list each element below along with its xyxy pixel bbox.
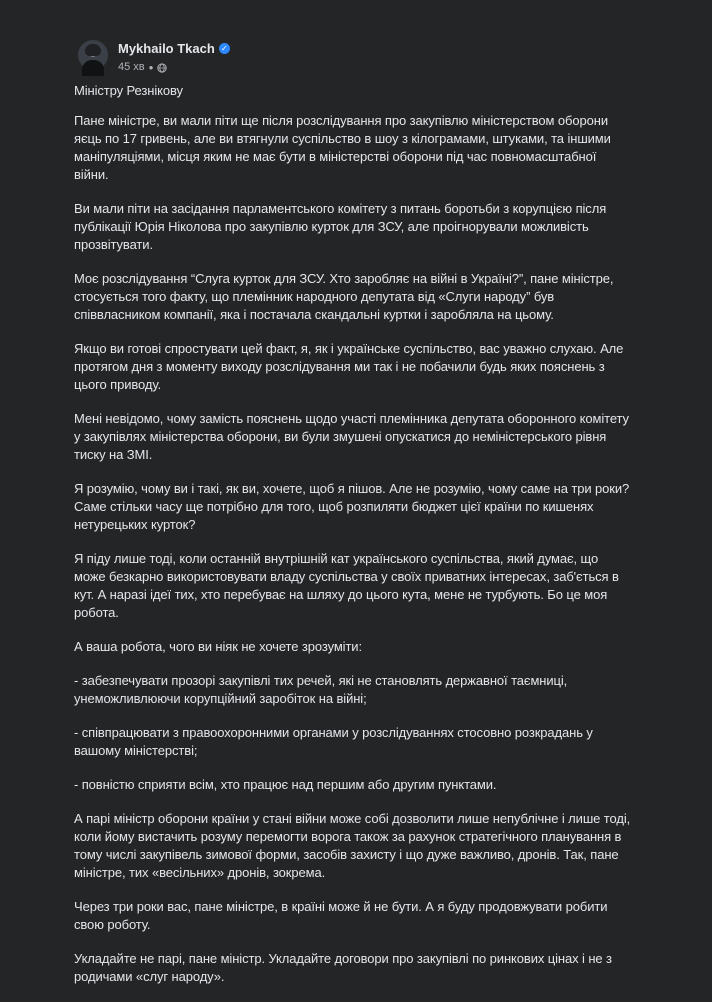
public-globe-icon [157,63,167,73]
post-paragraph: А парі міністр оборони країни у стані війни може собі дозволити лише непублічне і лише тоді, коли йому вистачить розуму перемогти ворога також за рахунок стратегічного планування в тому числі закупівель зимової форми, засобів захисту і що дуже важливо, дронів. Так, пане міністре, тих «весільних» дронів, зокрема. [74,811,631,880]
post-paragraph: - співпрацювати з правоохоронними органами у розслідуваннях стосовно розкрадань у вашому міністерстві; [74,725,593,758]
author-name-row [118,42,230,55]
post-content [74,82,632,1002]
post-paragraph: Укладайте не парі, пане міністр. Укладайте договори про закупівлі по ринкових цінах і не з родичами «слуг народу». [74,951,612,984]
post-paragraph: А ваша робота, чого ви ніяк не хочете зрозуміти: [74,639,362,654]
post-paragraph: Якщо ви готові спростувати цей факт, я, як і українське суспільство, вас уважно слухаю. Але протягом дня з моменту виходу розслідування ми так і не побачили будь яких пояснень з цього приводу. [74,341,624,392]
post-paragraph: Через три роки вас, пане міністре, в країні може й не бути. А я буду продовжувати робити свою роботу. [74,899,608,932]
post-paragraph: Мені невідомо, чому замість пояснень щодо участі племінника депутата оборонного комітету у закупівлях міністерства оборони, ви були змушені опускатися до неміністерського рівня тиску на ЗМІ. [74,411,629,462]
post-paragraph: Я піду лише тоді, коли останній внутрішній кат українського суспільства, який думає, що може безкарно використовувати владу суспільства у своїх приватних інтересах, заб'ється в кут. А наразі ідеї тих, хто перебуває на шляху до цього кута, мене не турбують. Бо це моя робота. [74,551,619,620]
post-paragraph: Ви мали піти на засідання парламентського комітету з питань боротьби з корупцією після публікації Юрія Ніколова про закупівлю курток для ЗСУ, але проігнорували можливість прозвітувати. [74,201,607,252]
author-avatar[interactable] [78,40,108,70]
post-paragraph: - повністю сприяти всім, хто працює над першим або другим пунктами. [74,777,497,792]
post-paragraph: Я розумію, чому ви і такі, як ви, хочете, щоб я пішов. Але не розумію, чому саме на три роки? Саме стільки часу ще потрібно для того, щоб розпиляти бюджет цієї країни по кишенях нетурецьких курток? [74,481,630,532]
post-meta-row [118,62,230,73]
post-time-link[interactable]: 45 хв [118,61,145,73]
post-paragraph: Пане міністре, ви мали піти ще після розслідування про закупівлю міністерством оборони яєць по 17 гривень, але ви втягнули суспільство в шоу з кілограмами, штуками, та іншими маніпуляціями, місця яким не має бути в міністерстві оборони під час повномасштабної війни. [74,113,611,182]
separator-dot-icon: ● [148,62,154,72]
post-paragraph: Міністру Резнікову [74,83,183,98]
post-header [78,40,230,80]
verified-badge-icon: ✓ [219,43,230,54]
post-paragraph: - забезпечувати прозорі закупівлі тих речей, які не становлять державної таємниці, унеможливлюючи корупційний заробіток на війні; [74,673,568,706]
post-paragraph: Моє розслідування “Слуга курток для ЗСУ. Хто заробляє на війні в Україні?”, пане міністре, стосується того факту, що племінник народного депутата від «Слуги народу” був співвласником компанії, яка і постачала скандальні куртки і заробляла на цьому. [74,271,614,322]
author-name-link[interactable]: Mykhailo Tkach [118,41,215,56]
author-meta [118,40,230,73]
